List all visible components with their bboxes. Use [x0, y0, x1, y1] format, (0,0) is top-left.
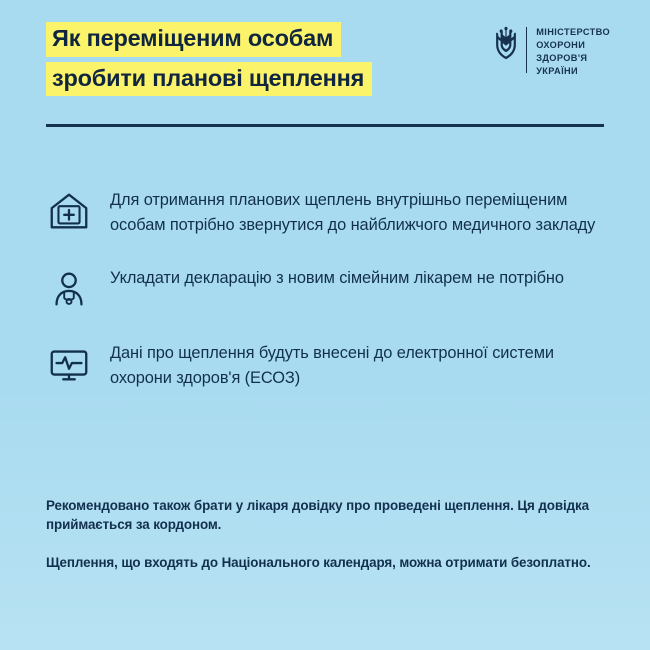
bullet-list — [46, 186, 610, 417]
footer-note-1: Рекомендовано також брати у лікаря довідку про проведені щеплення. Ця довідка приймається за кордоном. — [46, 498, 589, 533]
list-item — [46, 186, 610, 237]
list-item-text: Укладати декларацію з новим сімейним лікарем не потрібно — [110, 269, 564, 288]
page-title — [46, 22, 372, 101]
page-title-line-2: зробити планові щеплення — [46, 62, 372, 97]
hospital-icon — [46, 188, 92, 234]
ukraine-trident-icon — [495, 26, 517, 60]
ministry-name — [536, 26, 610, 78]
ministry-name-line-2: ОХОРОНИ — [536, 40, 586, 51]
list-item-text: Дані про щеплення будуть внесені до електронної системи охорони здоров'я (ЕСОЗ) — [110, 344, 554, 387]
logo-divider — [526, 27, 527, 73]
ministry-logo — [495, 22, 610, 78]
list-item — [46, 264, 610, 312]
list-item-text: Для отримання планових щеплень внутрішньо переміщеним особам потрібно звернутися до найближчого медичного закладу — [110, 191, 596, 234]
header — [0, 0, 650, 110]
doctor-icon — [46, 266, 92, 312]
ministry-name-line-3: ЗДОРОВ'Я — [536, 53, 588, 64]
header-divider — [46, 124, 604, 127]
page-title-line-1: Як переміщеним особам — [46, 22, 341, 57]
ministry-name-line-1: МІНІСТЕРСТВО — [536, 27, 610, 37]
footer-note-2: Щеплення, що входять до Національного календаря, можна отримати безоплатно. — [46, 554, 591, 570]
footer-notes — [46, 496, 610, 590]
ministry-name-line-4: УКРАЇНИ — [536, 66, 579, 77]
monitor-heartbeat-icon — [46, 341, 92, 387]
list-item — [46, 339, 610, 390]
